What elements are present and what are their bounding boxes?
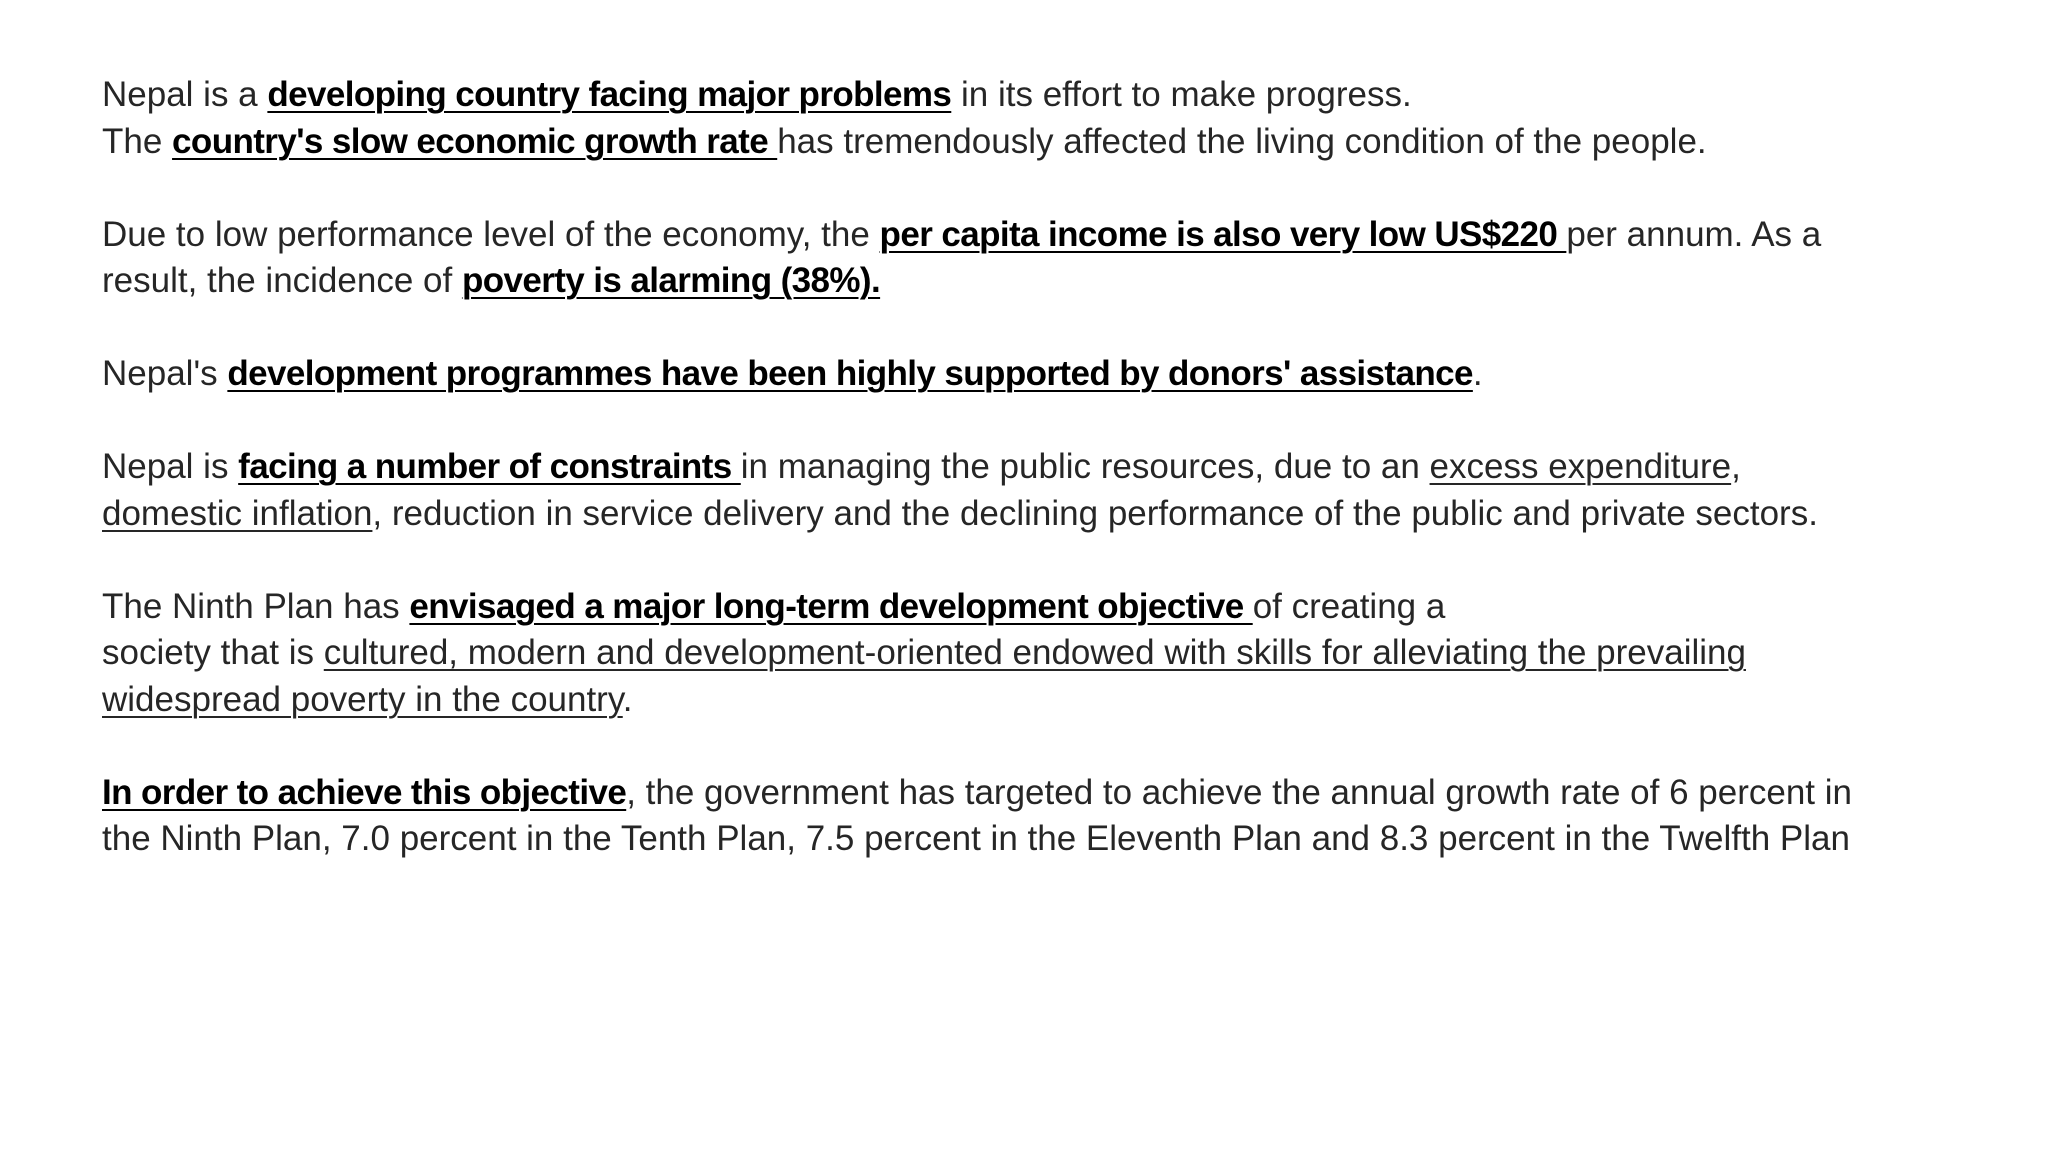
paragraph-donor-assistance	[102, 351, 1882, 398]
text: in managing the public resources, due to an	[740, 447, 1430, 486]
slide-body	[102, 72, 1882, 863]
text: Nepal's	[102, 354, 228, 393]
text: , the government has targeted to achieve the annual growth rate of 6 percent in the Ninth Plan, 7.0 percent in the Tenth Plan, 7.5 percent in the Eleventh Plan and 8.3 percent in the Twelfth Plan	[102, 772, 1852, 858]
emphasis-constraints: facing a number of constraints	[238, 447, 741, 486]
underline-society-description: cultured, modern and development-oriented endowed with skills for alleviating the prevailing widespread poverty in the country	[102, 633, 1746, 719]
text: per annum. As a result, the incidence of	[102, 214, 1822, 300]
emphasis-developing-country: developing country facing major problems	[267, 75, 952, 114]
text: in its effort to make progress.	[951, 75, 1412, 114]
text: Nepal is a	[102, 75, 268, 114]
text: .	[1472, 354, 1483, 393]
paragraph-constraints	[102, 444, 1882, 537]
paragraph-per-capita-income	[102, 212, 1882, 305]
text: society that is	[102, 633, 324, 672]
emphasis-slow-growth: country's slow economic growth rate	[172, 121, 778, 161]
underline-domestic-inflation: domestic inflation	[102, 493, 373, 533]
text: , reduction in service delivery and the declining performance of the public and private sectors.	[372, 493, 1818, 533]
paragraph-development-problems	[102, 72, 1882, 165]
text: of creating a	[1252, 586, 1446, 626]
paragraph-growth-targets	[102, 770, 1882, 863]
text: .	[622, 679, 633, 719]
text: ,	[1731, 447, 1741, 486]
emphasis-achieve-objective: In order to achieve this objective	[102, 772, 627, 812]
text: Due to low performance level of the economy, the	[102, 214, 880, 254]
text: has tremendously affected the living condition of the people.	[777, 121, 1707, 161]
underline-excess-expenditure: excess expenditure	[1429, 447, 1732, 486]
text: The Ninth Plan has	[102, 586, 410, 626]
paragraph-ninth-plan-objective	[102, 584, 1882, 724]
emphasis-per-capita-income: per capita income is also very low US$220	[879, 214, 1567, 254]
emphasis-poverty-rate: poverty is alarming (38%).	[461, 261, 881, 300]
text: Nepal is	[102, 447, 239, 486]
text: The	[102, 121, 173, 161]
emphasis-long-term-objective: envisaged a major long-term development objective	[409, 586, 1253, 626]
emphasis-donor-support: development programmes have been highly supported by donors' assistance	[227, 354, 1473, 393]
